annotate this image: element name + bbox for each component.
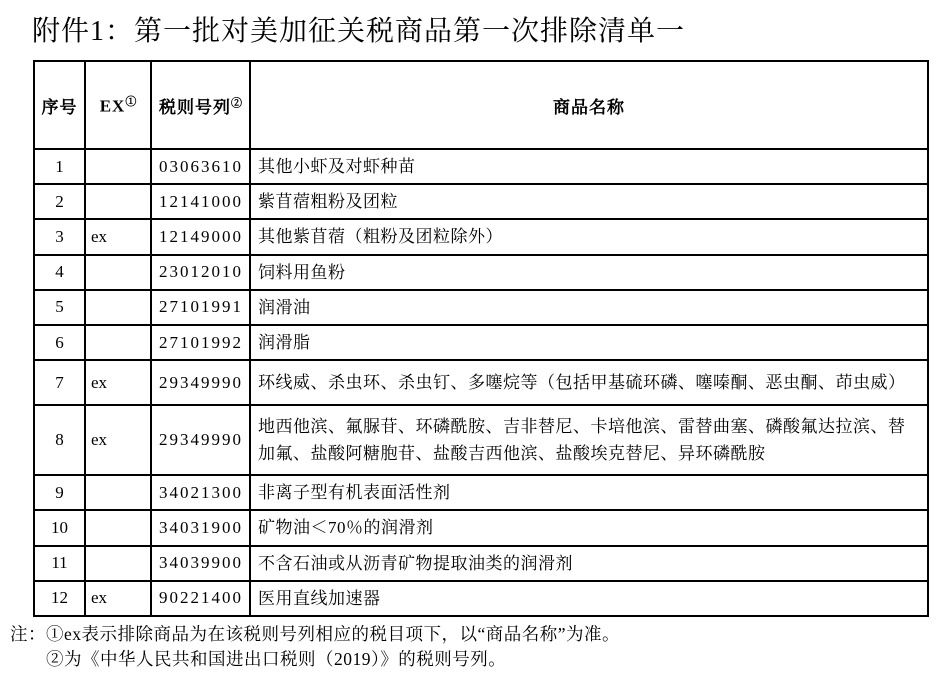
cell-ex [85,510,151,545]
footnote-line-2: ②为《中华人民共和国进出口税则（2019）》的税则号列。 [46,649,507,670]
cell-serial-number: 10 [34,510,85,545]
header-ex-label: EX [99,96,126,116]
exclusion-list-table [33,60,929,617]
cell-ex [85,325,151,360]
cell-tariff-code: 90221400 [151,581,250,616]
cell-ex [85,184,151,219]
cell-tariff-code: 34031900 [151,510,250,545]
cell-ex [85,475,151,510]
cell-ex [85,546,151,581]
header-tariff-code-label: 税则号列 [159,97,231,117]
table-row [34,149,928,184]
cell-product-name: 环线威、杀虫环、杀虫钉、多噻烷等（包括甲基硫环磷、噻嗪酮、恶虫酮、茚虫威） [250,360,928,405]
cell-tariff-code: 27101992 [151,325,250,360]
cell-serial-number: 5 [34,290,85,325]
footnotes [10,622,951,673]
cell-tariff-code: 34021300 [151,475,250,510]
cell-serial-number: 9 [34,475,85,510]
cell-product-name: 润滑油 [250,290,928,325]
table-row [34,475,928,510]
cell-tariff-code: 12149000 [151,219,250,254]
cell-product-name: 矿物油＜70％的润滑剂 [250,510,928,545]
header-serial-number-label: 序号 [41,97,78,117]
cell-product-name: 地西他滨、氟脲苷、环磷酰胺、吉非替尼、卡培他滨、雷替曲塞、磷酸氟达拉滨、替加氟、盐酸阿糖胞苷、盐酸吉西他滨、盐酸埃克替尼、异环磷酰胺 [250,405,928,475]
header-serial-number [34,61,85,149]
document-title: 附件1：第一批对美加征关税商品第一次排除清单一 [32,16,686,47]
cell-product-name: 医用直线加速器 [250,581,928,616]
cell-product-name: 紫苜蓿粗粉及团粒 [250,184,928,219]
cell-tariff-code: 34039900 [151,546,250,581]
cell-tariff-code: 12141000 [151,184,250,219]
header-product-name-label: 商品名称 [553,97,625,117]
cell-serial-number: 6 [34,325,85,360]
cell-product-name: 润滑脂 [250,325,928,360]
cell-serial-number: 11 [34,546,85,581]
table-row [34,546,928,581]
cell-tariff-code: 29349990 [151,360,250,405]
table-row [34,405,928,475]
table-body [34,149,928,616]
cell-ex [85,255,151,290]
cell-product-name: 不含石油或从沥青矿物提取油类的润滑剂 [250,546,928,581]
cell-serial-number: 8 [34,405,85,475]
cell-tariff-code: 29349990 [151,405,250,475]
cell-serial-number: 7 [34,360,85,405]
cell-serial-number: 12 [34,581,85,616]
cell-product-name: 其他小虾及对虾种苗 [250,149,928,184]
cell-product-name: 非离子型有机表面活性剂 [250,475,928,510]
footnote-lines [46,622,620,673]
cell-product-name: 饲料用鱼粉 [250,255,928,290]
table-row [34,290,928,325]
table-row [34,581,928,616]
cell-serial-number: 4 [34,255,85,290]
table-row [34,184,928,219]
cell-ex [85,290,151,325]
cell-ex: ex [85,581,151,616]
cell-serial-number: 2 [34,184,85,219]
cell-tariff-code: 27101991 [151,290,250,325]
cell-ex: ex [85,219,151,254]
header-ex [85,61,151,149]
table-header-row [34,61,928,149]
cell-ex [85,149,151,184]
cell-ex: ex [85,360,151,405]
footnote-line-1: ①ex表示排除商品为在该税则号列相应的税目项下，以“商品名称”为准。 [46,623,621,644]
header-product-name [250,61,928,149]
cell-serial-number: 1 [34,149,85,184]
header-tariff-code [151,61,250,149]
cell-ex: ex [85,405,151,475]
table-row [34,255,928,290]
cell-tariff-code: 03063610 [151,149,250,184]
header-tariff-code-footnote-mark: ② [231,96,242,109]
table-row [34,360,928,405]
cell-serial-number: 3 [34,219,85,254]
footnote-prefix: 注： [10,623,46,644]
header-ex-footnote-mark: ① [125,96,137,109]
table-row [34,510,928,545]
table-row [34,219,928,254]
table-row [34,325,928,360]
cell-tariff-code: 23012010 [151,255,250,290]
cell-product-name: 其他紫苜蓿（粗粉及团粒除外） [250,219,928,254]
